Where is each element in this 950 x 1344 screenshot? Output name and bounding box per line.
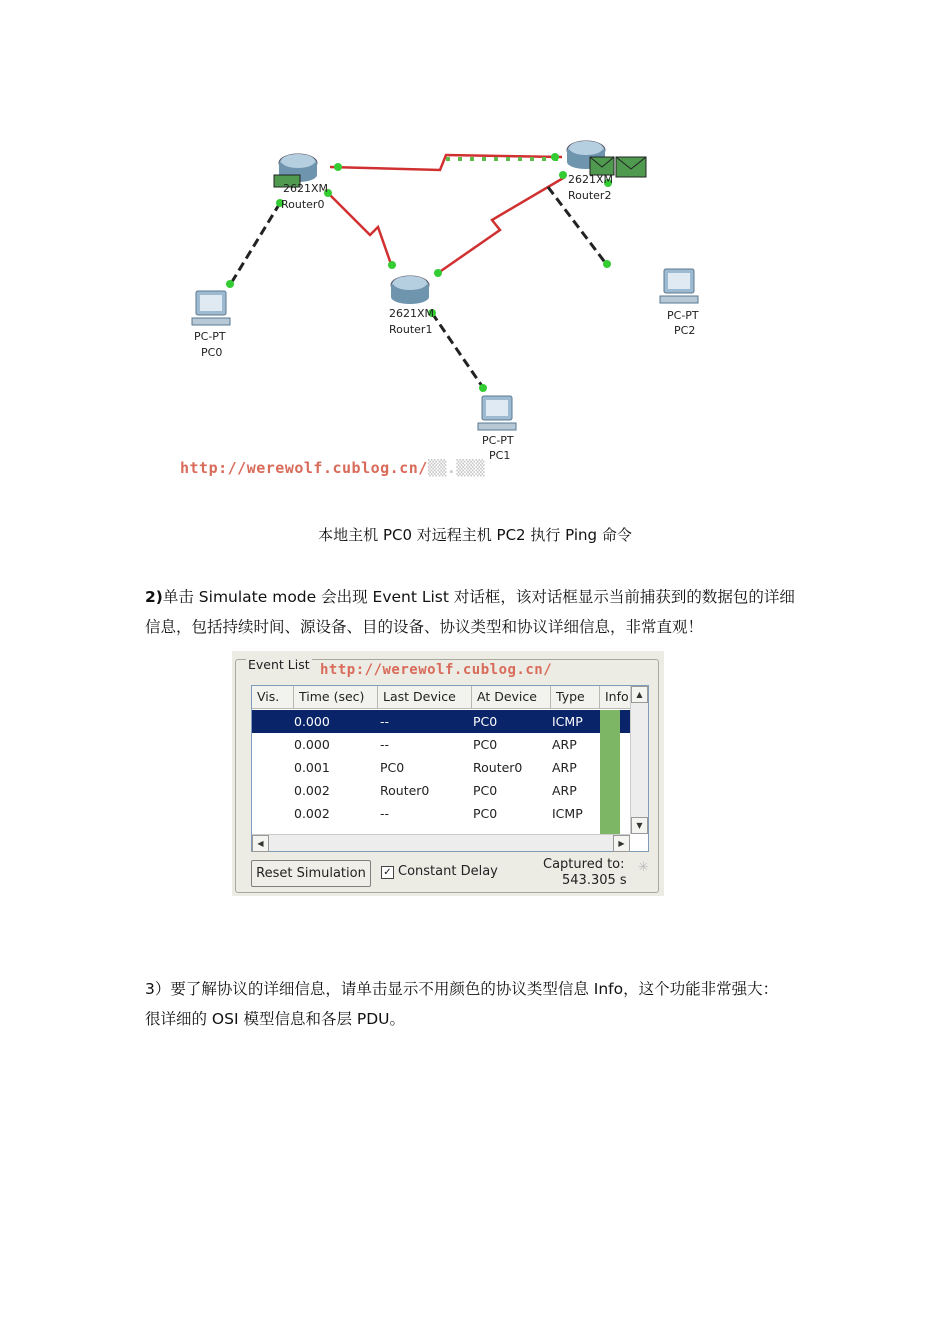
event-row[interactable]: 0.002 -- PC0 ICMP xyxy=(252,802,630,825)
info-color-swatch[interactable] xyxy=(600,779,620,802)
constant-delay-label: Constant Delay xyxy=(398,864,498,879)
svg-text:2621XM: 2621XM xyxy=(389,307,435,320)
constant-delay-checkbox[interactable]: ✓ xyxy=(381,866,394,879)
horizontal-scrollbar[interactable] xyxy=(252,834,630,851)
topology-watermark: http://werewolf.cublog.cn/▒▒.▒▒▒ xyxy=(180,459,485,477)
event-row[interactable]: 0.000 -- PC0 ARP xyxy=(252,733,630,756)
col-info[interactable]: Info xyxy=(605,689,629,704)
info-color-swatch[interactable] xyxy=(600,756,620,779)
scroll-right-icon[interactable]: ▶ xyxy=(613,835,630,852)
reset-simulation-button[interactable]: Reset Simulation xyxy=(251,860,371,887)
event-row[interactable]: 0.001 PC0 Router0 ARP xyxy=(252,756,630,779)
event-list-title: Event List xyxy=(248,657,310,672)
svg-text:Router0: Router0 xyxy=(281,198,325,211)
svg-text:PC-PT: PC-PT xyxy=(667,309,699,322)
step2-line1: 单击 Simulate mode 会出现 Event List 对话框，该对话框显示当前捕获到的数据包的详细 xyxy=(162,588,795,606)
svg-text:Router2: Router2 xyxy=(568,189,612,202)
svg-text:PC1: PC1 xyxy=(489,449,511,462)
step3-line2: 很详细的 OSI 模型信息和各层 PDU。 xyxy=(145,1010,406,1028)
svg-text:PC-PT: PC-PT xyxy=(194,330,226,343)
step2-line2: 信息，包括持续时间、源设备、目的设备、协议类型和协议详细信息，非常直观！ xyxy=(145,618,704,636)
event-list-frame xyxy=(235,659,659,893)
step3-line1: 3）要了解协议的详细信息，请单击显示不用颜色的协议类型信息 Info，这个功能非常强大： xyxy=(145,980,779,998)
scroll-up-icon[interactable]: ▲ xyxy=(631,686,648,703)
col-at-device[interactable]: At Device xyxy=(472,686,551,708)
col-vis[interactable]: Vis. xyxy=(252,686,294,708)
svg-text:2621XM: 2621XM xyxy=(568,173,614,186)
captured-to-label: Captured to: xyxy=(543,857,625,872)
event-table-header xyxy=(252,686,630,709)
scroll-down-icon[interactable]: ▼ xyxy=(631,817,648,834)
svg-text:PC0: PC0 xyxy=(201,346,223,359)
col-time[interactable]: Time (sec) xyxy=(294,686,378,708)
svg-text:Router1: Router1 xyxy=(389,323,433,336)
event-list-dialog xyxy=(232,651,664,896)
captured-to-value: 543.305 s xyxy=(562,873,627,888)
vertical-scrollbar[interactable] xyxy=(630,686,648,834)
col-last-device[interactable]: Last Device xyxy=(378,686,472,708)
info-color-swatch[interactable] xyxy=(600,802,620,825)
info-color-swatch[interactable] xyxy=(600,710,620,733)
event-row[interactable]: 0.002 Router0 PC0 ARP xyxy=(252,779,630,802)
info-color-swatch[interactable] xyxy=(600,733,620,756)
col-type[interactable]: Type xyxy=(551,686,600,708)
topology-right-overlay xyxy=(170,135,730,480)
event-table xyxy=(251,685,649,852)
step2-paragraph xyxy=(145,582,815,642)
figure-caption: 本地主机 PC0 对远程主机 PC2 执行 Ping 命令 xyxy=(318,526,632,544)
capture-star-icon: ✳ xyxy=(638,860,649,875)
step2-number: 2) xyxy=(145,588,163,606)
step3-paragraph xyxy=(145,974,815,1034)
event-list-watermark: http://werewolf.cublog.cn/ xyxy=(320,662,553,678)
event-row-partial xyxy=(252,825,630,834)
svg-text:2621XM: 2621XM xyxy=(283,182,329,195)
svg-text:PC-PT: PC-PT xyxy=(482,434,514,447)
scroll-left-icon[interactable]: ◀ xyxy=(252,835,269,852)
svg-text:PC2: PC2 xyxy=(674,324,696,337)
event-row[interactable]: 0.000 -- PC0 ICMP xyxy=(252,710,630,733)
